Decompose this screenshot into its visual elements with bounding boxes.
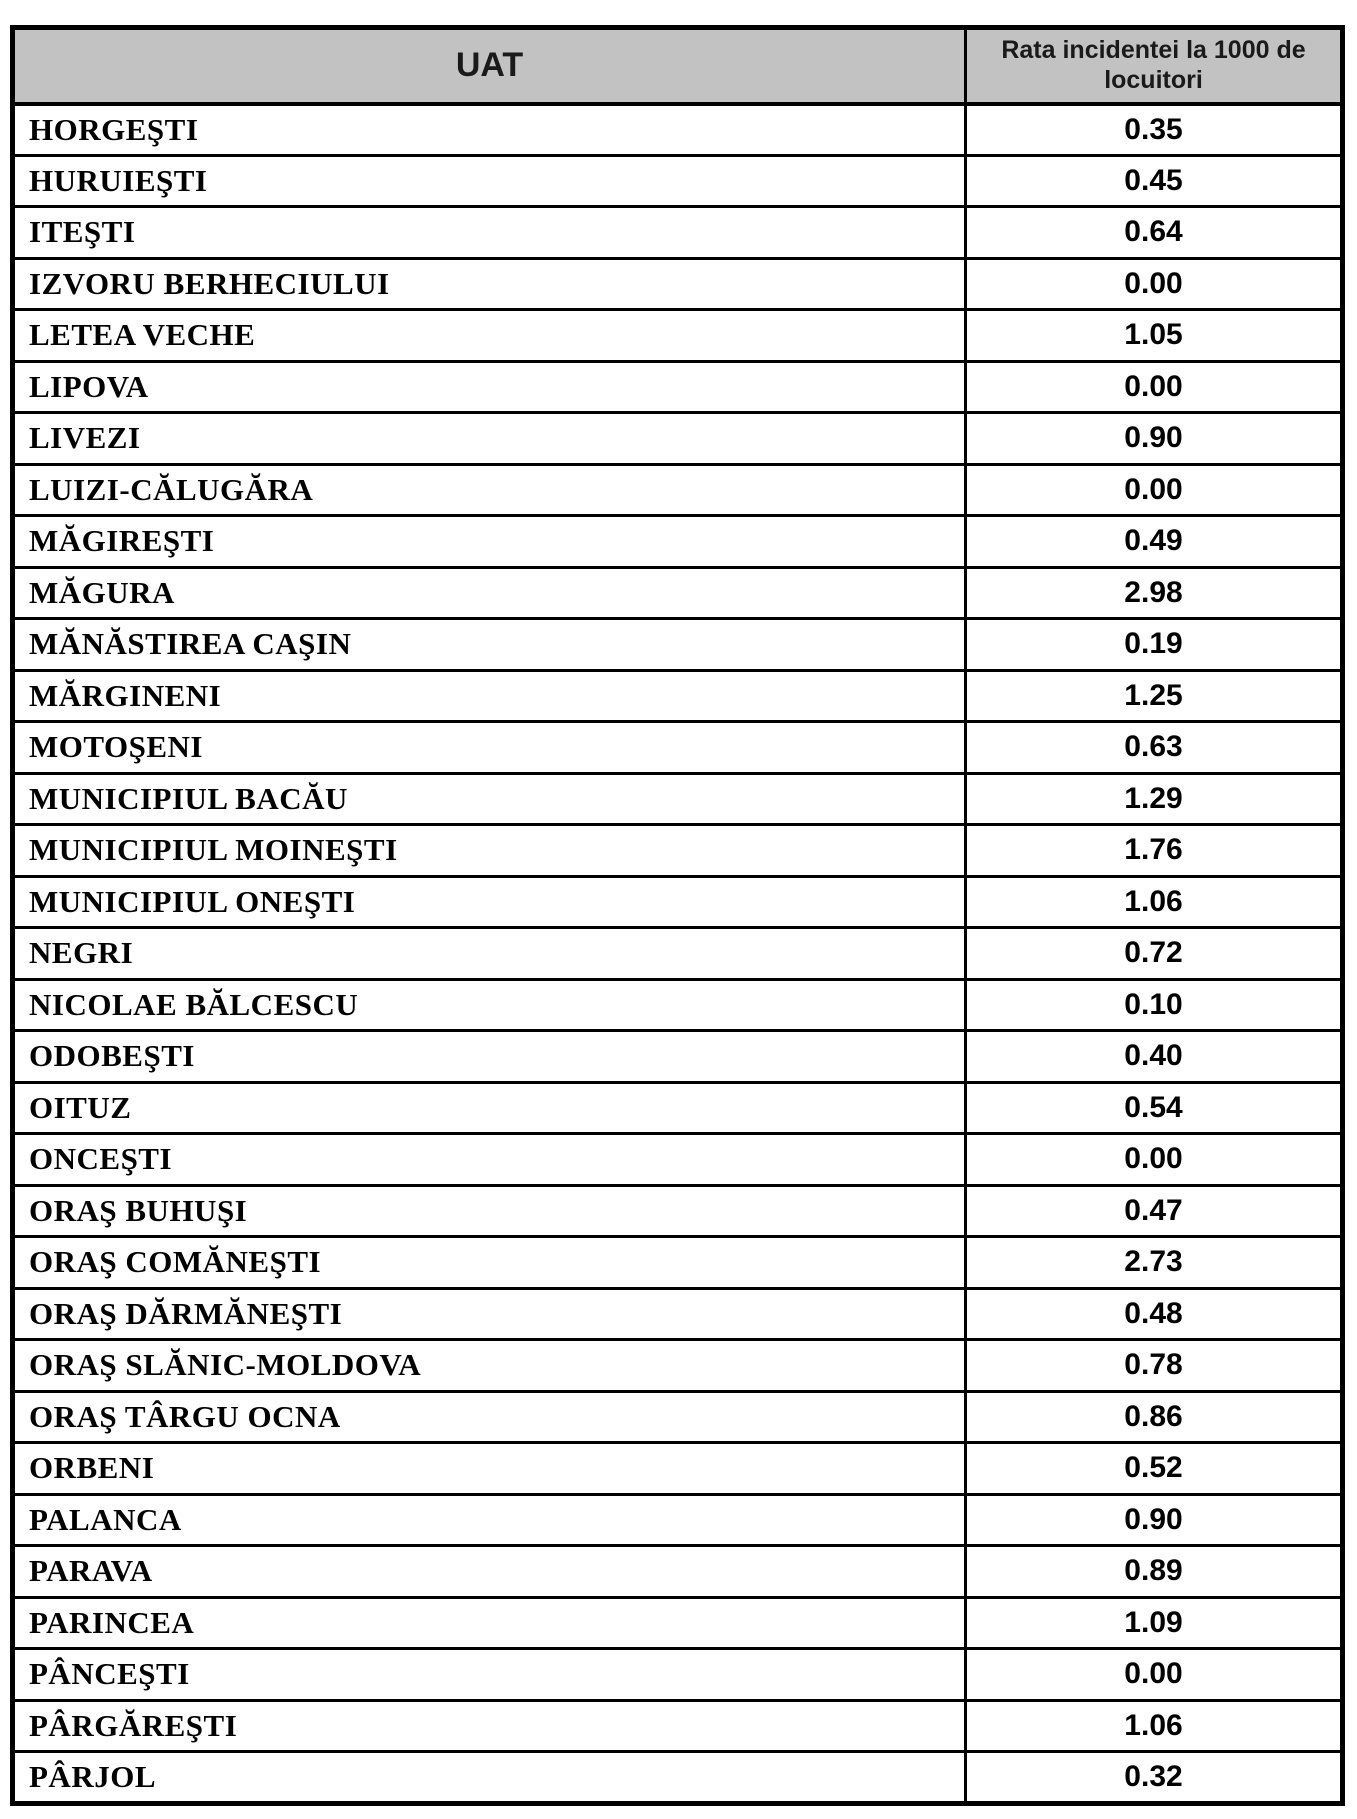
header-row bbox=[13, 28, 1343, 104]
uat-name-cell: PALANCA bbox=[13, 1494, 966, 1546]
incidence-rate-cell: 0.72 bbox=[966, 928, 1343, 980]
incidence-rate-cell: 0.90 bbox=[966, 1494, 1343, 1546]
table-row bbox=[13, 722, 1343, 774]
uat-name-cell: MUNICIPIUL MOINEŞTI bbox=[13, 825, 966, 877]
uat-name-cell: ORAŞ SLĂNIC-MOLDOVA bbox=[13, 1340, 966, 1392]
incidence-rate-cell: 1.05 bbox=[966, 310, 1343, 362]
uat-name-cell: MOTOŞENI bbox=[13, 722, 966, 774]
incidence-rate-cell: 1.06 bbox=[966, 1700, 1343, 1752]
table-row bbox=[13, 1185, 1343, 1237]
table-row bbox=[13, 1237, 1343, 1289]
table-row bbox=[13, 876, 1343, 928]
incidence-table-container bbox=[10, 25, 1345, 1806]
incidence-rate-cell: 0.00 bbox=[966, 464, 1343, 516]
uat-column-header: UAT bbox=[13, 28, 966, 104]
incidence-rate-cell: 0.64 bbox=[966, 207, 1343, 259]
table-row bbox=[13, 1443, 1343, 1495]
uat-name-cell: MĂRGINENI bbox=[13, 670, 966, 722]
uat-name-cell: HORGEŞTI bbox=[13, 104, 966, 156]
uat-name-cell: ONCEŞTI bbox=[13, 1134, 966, 1186]
uat-name-cell: MĂGURA bbox=[13, 567, 966, 619]
incidence-rate-cell: 0.35 bbox=[966, 104, 1343, 156]
uat-name-cell: ODOBEŞTI bbox=[13, 1031, 966, 1083]
incidence-rate-cell: 0.54 bbox=[966, 1082, 1343, 1134]
incidence-rate-cell: 1.09 bbox=[966, 1597, 1343, 1649]
uat-name-cell: NEGRI bbox=[13, 928, 966, 980]
incidence-rate-table bbox=[10, 25, 1345, 1806]
uat-name-cell: LETEA VECHE bbox=[13, 310, 966, 362]
incidence-rate-cell: 2.98 bbox=[966, 567, 1343, 619]
table-header bbox=[13, 28, 1343, 104]
table-row bbox=[13, 413, 1343, 465]
table-row bbox=[13, 104, 1343, 156]
table-body bbox=[13, 104, 1343, 1804]
table-row bbox=[13, 1597, 1343, 1649]
incidence-rate-cell: 1.25 bbox=[966, 670, 1343, 722]
incidence-rate-cell: 0.00 bbox=[966, 1134, 1343, 1186]
table-row bbox=[13, 670, 1343, 722]
incidence-rate-cell: 0.45 bbox=[966, 155, 1343, 207]
table-row bbox=[13, 1134, 1343, 1186]
uat-name-cell: MUNICIPIUL ONEŞTI bbox=[13, 876, 966, 928]
uat-name-cell: MUNICIPIUL BACĂU bbox=[13, 773, 966, 825]
table-row bbox=[13, 1494, 1343, 1546]
uat-name-cell: LIVEZI bbox=[13, 413, 966, 465]
table-row bbox=[13, 258, 1343, 310]
table-row bbox=[13, 825, 1343, 877]
table-row bbox=[13, 1288, 1343, 1340]
incidence-rate-cell: 0.63 bbox=[966, 722, 1343, 774]
table-row bbox=[13, 619, 1343, 671]
uat-name-cell: MĂGIREŞTI bbox=[13, 516, 966, 568]
table-row bbox=[13, 1649, 1343, 1701]
table-row bbox=[13, 310, 1343, 362]
table-row bbox=[13, 979, 1343, 1031]
incidence-rate-cell: 0.48 bbox=[966, 1288, 1343, 1340]
table-row bbox=[13, 567, 1343, 619]
incidence-rate-cell: 0.40 bbox=[966, 1031, 1343, 1083]
uat-name-cell: PARINCEA bbox=[13, 1597, 966, 1649]
uat-name-cell: MĂNĂSTIREA CAŞIN bbox=[13, 619, 966, 671]
table-row bbox=[13, 1752, 1343, 1804]
incidence-rate-cell: 0.19 bbox=[966, 619, 1343, 671]
uat-name-cell: LUIZI-CĂLUGĂRA bbox=[13, 464, 966, 516]
table-row bbox=[13, 1391, 1343, 1443]
incidence-rate-cell: 0.47 bbox=[966, 1185, 1343, 1237]
incidence-rate-cell: 1.29 bbox=[966, 773, 1343, 825]
table-row bbox=[13, 516, 1343, 568]
incidence-rate-cell: 0.32 bbox=[966, 1752, 1343, 1804]
table-row bbox=[13, 207, 1343, 259]
uat-name-cell: HURUIEŞTI bbox=[13, 155, 966, 207]
table-row bbox=[13, 361, 1343, 413]
uat-name-cell: NICOLAE BĂLCESCU bbox=[13, 979, 966, 1031]
incidence-rate-cell: 0.10 bbox=[966, 979, 1343, 1031]
incidence-rate-cell: 0.00 bbox=[966, 258, 1343, 310]
uat-name-cell: PARAVA bbox=[13, 1546, 966, 1598]
uat-name-cell: ORAŞ COMĂNEŞTI bbox=[13, 1237, 966, 1289]
uat-name-cell: ORAŞ TÂRGU OCNA bbox=[13, 1391, 966, 1443]
incidence-rate-cell: 0.00 bbox=[966, 361, 1343, 413]
uat-name-cell: PÂRJOL bbox=[13, 1752, 966, 1804]
uat-name-cell: IZVORU BERHECIULUI bbox=[13, 258, 966, 310]
table-row bbox=[13, 1340, 1343, 1392]
incidence-rate-cell: 1.06 bbox=[966, 876, 1343, 928]
uat-name-cell: ITEŞTI bbox=[13, 207, 966, 259]
table-row bbox=[13, 155, 1343, 207]
uat-name-cell: ORAŞ BUHUŞI bbox=[13, 1185, 966, 1237]
uat-name-cell: ORAŞ DĂRMĂNEŞTI bbox=[13, 1288, 966, 1340]
uat-name-cell: ORBENI bbox=[13, 1443, 966, 1495]
table-row bbox=[13, 1546, 1343, 1598]
table-row bbox=[13, 773, 1343, 825]
table-row bbox=[13, 464, 1343, 516]
incidence-rate-cell: 0.86 bbox=[966, 1391, 1343, 1443]
incidence-rate-cell: 2.73 bbox=[966, 1237, 1343, 1289]
table-row bbox=[13, 1031, 1343, 1083]
uat-name-cell: OITUZ bbox=[13, 1082, 966, 1134]
table-row bbox=[13, 928, 1343, 980]
uat-name-cell: PÂNCEŞTI bbox=[13, 1649, 966, 1701]
incidence-rate-cell: 0.49 bbox=[966, 516, 1343, 568]
incidence-rate-column-header: Rata incidentei la 1000 de locuitori bbox=[966, 28, 1343, 104]
incidence-rate-cell: 0.89 bbox=[966, 1546, 1343, 1598]
table-row bbox=[13, 1700, 1343, 1752]
table-row bbox=[13, 1082, 1343, 1134]
incidence-rate-cell: 0.90 bbox=[966, 413, 1343, 465]
incidence-rate-cell: 1.76 bbox=[966, 825, 1343, 877]
uat-name-cell: PÂRGĂREŞTI bbox=[13, 1700, 966, 1752]
incidence-rate-cell: 0.52 bbox=[966, 1443, 1343, 1495]
incidence-rate-cell: 0.00 bbox=[966, 1649, 1343, 1701]
incidence-rate-cell: 0.78 bbox=[966, 1340, 1343, 1392]
uat-name-cell: LIPOVA bbox=[13, 361, 966, 413]
